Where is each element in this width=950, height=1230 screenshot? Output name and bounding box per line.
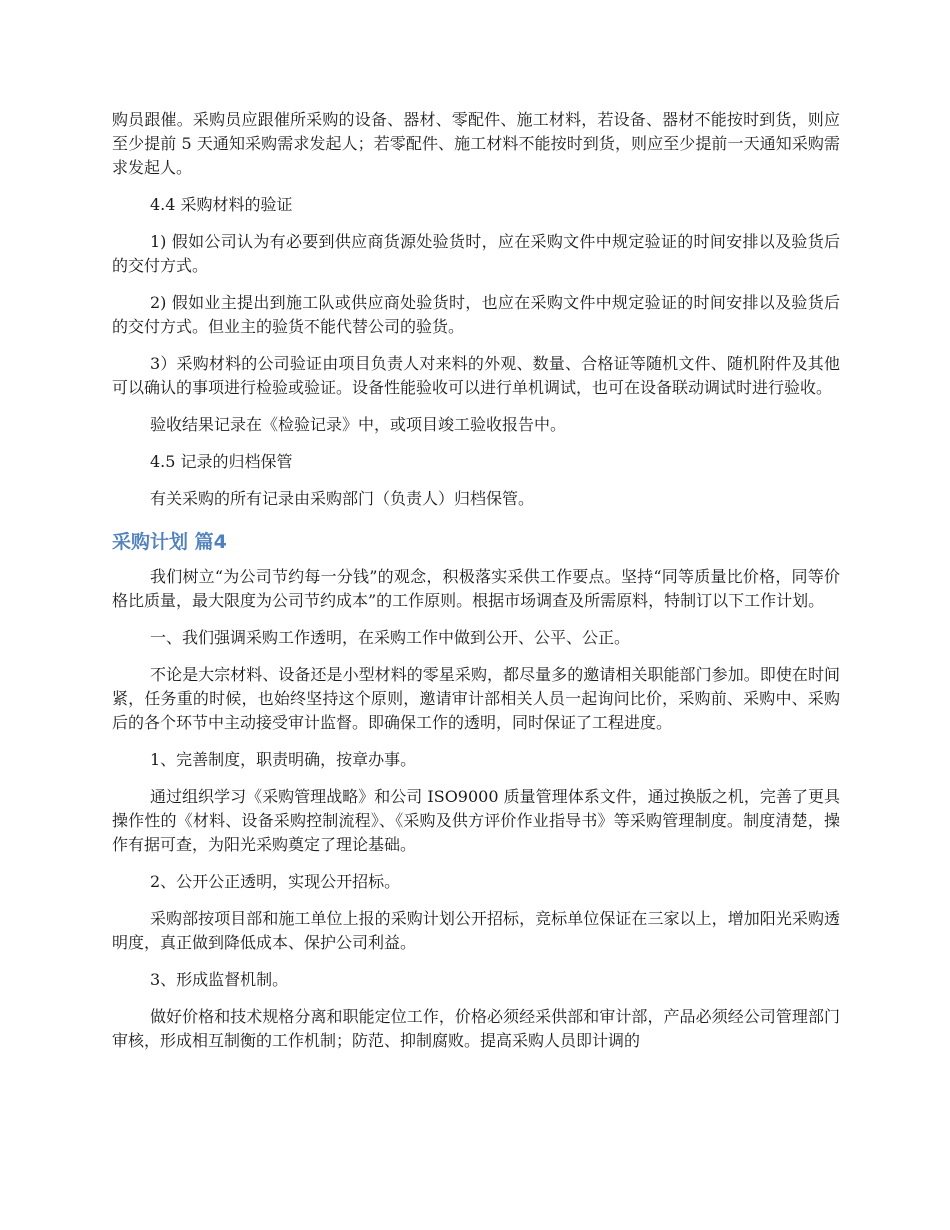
section-heading: 采购计划 篇4 bbox=[112, 531, 227, 553]
body-paragraph: 我们树立“为公司节约每一分钱”的观念，积极落实采供工作要点。坚持“同等质量比价格，同等价格比质量，最大限度为公司节约成本”的工作原则。根据市场调查及所需原料，特制订以下工作计划。 bbox=[112, 567, 840, 610]
body-paragraph: 做好价格和技术规格分离和职能定位工作，价格必须经采供部和审计部，产品必须经公司管理部门审核，形成相互制衡的工作机制；防范、抑制腐败。提高采购人员即计调的 bbox=[112, 1007, 840, 1050]
body-paragraph: 采购部按项目部和施工单位上报的采购计划公开招标，竞标单位保证在三家以上，增加阳光采购透明度，真正做到降低成本、保护公司利益。 bbox=[112, 909, 840, 952]
list-heading: 2、公开公正透明，实现公开招标。 bbox=[150, 872, 401, 891]
subsection-title: 4.5 记录的归档保管 bbox=[150, 452, 293, 471]
body-paragraph: 通过组织学习《采购管理战略》和公司 ISO9000 质量管理体系文件，通过换版之机，完善了更具操作性的《材料、设备采购控制流程》、《采购及供方评价作业指导书》等采购管理制度。制度清楚，操作有据可查，为阳光采购奠定了理论基础。 bbox=[112, 787, 840, 854]
list-heading: 3、形成监督机制。 bbox=[150, 970, 289, 989]
body-paragraph: 不论是大宗材料、设备还是小型材料的零星采购，都尽量多的邀请相关职能部门参加。即使在时间紧，任务重的时候，也始终坚持这个原则，邀请审计部相关人员一起询问比价，采购前、采购中、采购后的各个环节中主动接受审计监督。即确保工作的透明，同时保证了工程进度。 bbox=[112, 665, 840, 732]
list-heading: 1、完善制度，职责明确，按章办事。 bbox=[150, 750, 417, 769]
body-paragraph: 验收结果记录在《检验记录》中，或项目竣工验收报告中。 bbox=[150, 415, 567, 434]
document-page bbox=[112, 108, 840, 1053]
body-paragraph: 3）采购材料的公司验证由项目负责人对来料的外观、数量、合格证等随机文件、随机附件及其他可以确认的事项进行检验或验证。设备性能验收可以进行单机调试，也可在设备联动调试时进行验收。 bbox=[112, 354, 840, 397]
body-paragraph: 1) 假如公司认为有必要到供应商货源处验货时，应在采购文件中规定验证的时间安排以及验货后的交付方式。 bbox=[112, 232, 840, 275]
body-paragraph: 购员跟催。采购员应跟催所采购的设备、器材、零配件、施工材料，若设备、器材不能按时到货，则应至少提前 5 天通知采购需求发起人；若零配件、施工材料不能按时到货，则应至少提前一天通知采购需求发起人。 bbox=[112, 110, 840, 177]
subsection-title: 4.4 采购材料的验证 bbox=[150, 195, 293, 214]
body-paragraph: 有关采购的所有记录由采购部门（负责人）归档保管。 bbox=[150, 489, 535, 508]
body-paragraph: 2) 假如业主提出到施工队或供应商处验货时，也应在采购文件中规定验证的时间安排以及验货后的交付方式。但业主的验货不能代替公司的验货。 bbox=[112, 293, 840, 336]
list-heading: 一、我们强调采购工作透明，在采购工作中做到公开、公平、公正。 bbox=[150, 628, 631, 647]
